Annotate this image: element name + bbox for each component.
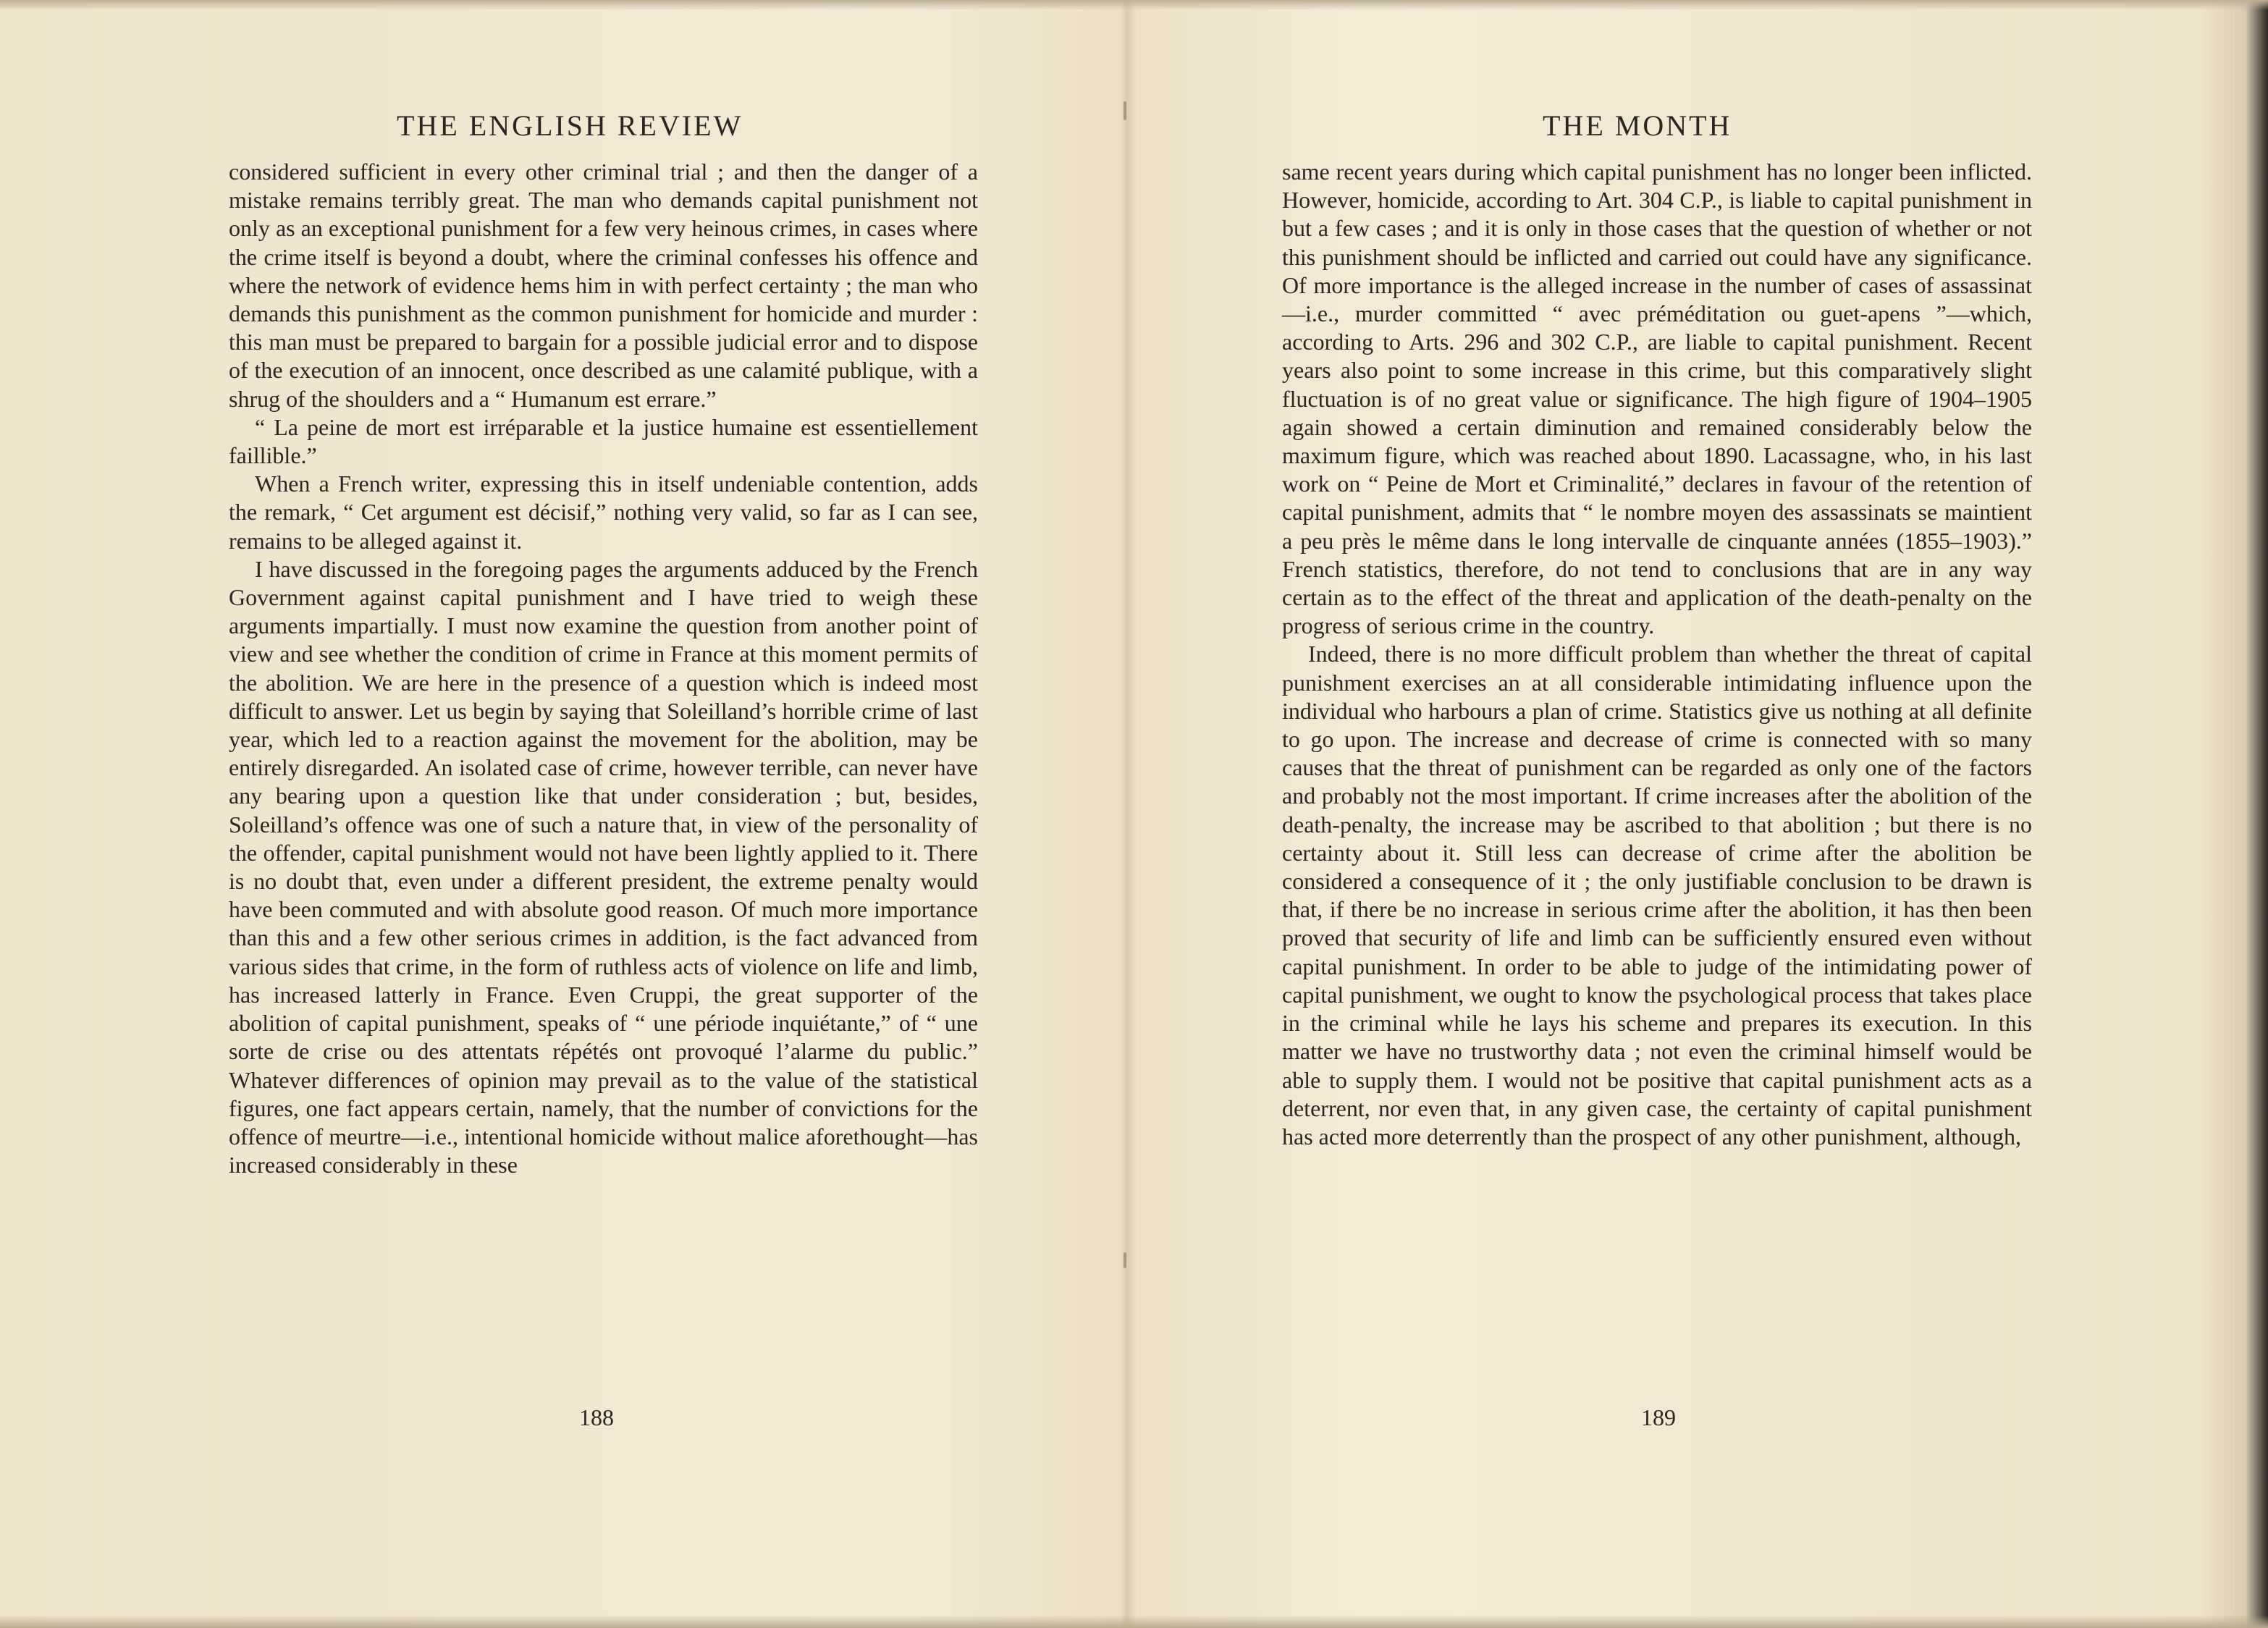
paragraph: I have discussed in the foregoing pages the arguments adduced by the French Government against capital punishment and I have tried to weigh these arguments impartially. I must now examine the question from another point of view and see whether the condition of crime in France at this moment permits of the abolition. We are here in the presence of a question which is indeed most difficult to answer. Let us begin by saying that Soleilland’s horrible crime of last year, which led to a reaction against the movement for the abolition, may be entirely disregarded. An isolated case of crime, however terrible, can never have any bearing upon a question like that under consideration ; but, besides, Soleilland’s offence was one of such a nature that, in view of the personality of the offender, capital punishment would not have been lightly applied to it. There is no doubt that, even under a different president, the extreme penalty would have been commuted and with absolute good reason. Of much more importance than this and a few other serious crimes in addition, is the fact advanced from various sides that crime, in the form of ruthless acts of violence on life and limb, has increased latterly in France. Even Cruppi, the great supporter of the abolition of capital punishment, speaks of “ une période inquiétante,” of “ une sorte de crise ou des attentats répétés ont provoqué l’alarme du public.” Whatever differences of opinion may prevail as to the value of the statistical figures, one fact appears certain, namely, that the number of convictions for the offence of meurtre—i.e., intentional homicide without malice aforethought—has increased considerably in these xyxy=(229,555,978,1178)
page-number: 188 xyxy=(579,1404,614,1430)
paragraph: Indeed, there is no more difficult problem than whether the threat of capital punishment exercises an at all considerable intimidating influence upon the individual who harbours a plan of crime. Statistics give us nothing at all definite to go upon. The increase and decrease of crime is connected with so many causes that the threat of punishment can be regarded as only one of the factors and probably not the most important. If crime increases after the abolition of the death-penalty, the increase may be ascribed to that abolition ; but there is no certainty about it. Still less can decrease of crime after the abolition be considered a consequence of it ; the only justifiable conclusion to be drawn is that, if there be no increase in serious crime after the abolition, it has then been proved that security of life and limb can be sufficiently ensured even without capital punishment. In order to be able to judge of the intimidating power of capital punishment, we ought to know the psychological process that takes place in the criminal while he lays his scheme and prepares its execution. In this matter we have no trustworthy data ; not even the criminal himself would be able to supply them. I would not be positive that capital punishment acts as a deterrent, nor even that, in any given case, the certainty of capital punishment has acted more deterrently than the prospect of any other punishment, although, xyxy=(1282,641,2032,1150)
right-page xyxy=(1126,0,2268,1628)
body-text xyxy=(1282,158,2032,1151)
running-head: THE MONTH xyxy=(1543,109,1732,142)
paragraph: same recent years during which capital punishment has no longer been inflicted. However, homicide, according to Art. 304 C.P., is liable to capital punishment in but a few cases ; and it is only in those cases that the question of whether or not this punishment should be inflicted and carried out could have any significance. Of more importance is the alleged increase in the number of cases of assassinat—i.e., murder committed “ avec préméditation ou guet-apens ”—which, according to Arts. 296 and 302 C.P., are liable to capital punishment. Recent years also point to some increase in this crime, but this comparatively slight fluctuation is of no great value or significance. The high figure of 1904–1905 again showed a certain diminution and remained considerably below the maximum figure, which was reached about 1890. Lacassagne, who, in his last work on “ Peine de Mort et Criminalité,” declares in favour of the retention of capital punishment, admits that “ le nombre moyen des assassinats se maintient a peu près le même dans le long intervalle de cinquante années (1855–1903).” French statistics, therefore, do not tend to conclusions that are in any way certain as to the effect of the threat and application of the death-penalty on the progress of serious crime in the country. xyxy=(1282,159,2032,639)
paragraph: “ La peine de mort est irréparable et la justice humaine est essentiellement faillible.” xyxy=(229,413,978,469)
body-text xyxy=(229,158,978,1179)
left-page xyxy=(0,0,1126,1628)
page-number: 189 xyxy=(1641,1404,1676,1430)
running-head: THE ENGLISH REVIEW xyxy=(397,109,743,142)
paragraph: When a French writer, expressing this in itself undeniable contention, adds the remark, “ Cet argument est décisif,” nothing very valid, so far as I can see, remains to be alleged against it. xyxy=(229,471,978,554)
paragraph: considered sufficient in every other criminal trial ; and then the danger of a mistake remains terribly great. The man who demands capital punishment not only as an exceptional punishment for a few very heinous crimes, in cases where the crime itself is beyond a doubt, where the criminal confesses his offence and where the network of evidence hems him in with perfect certainty ; the man who demands this punishment as the common punishment for homicide and murder : this man must be prepared to bargain for a possible judicial error and to dispose of the execution of an innocent, once described as une calamité publique, with a shrug of the shoulders and a “ Humanum est errare.” xyxy=(229,159,978,412)
